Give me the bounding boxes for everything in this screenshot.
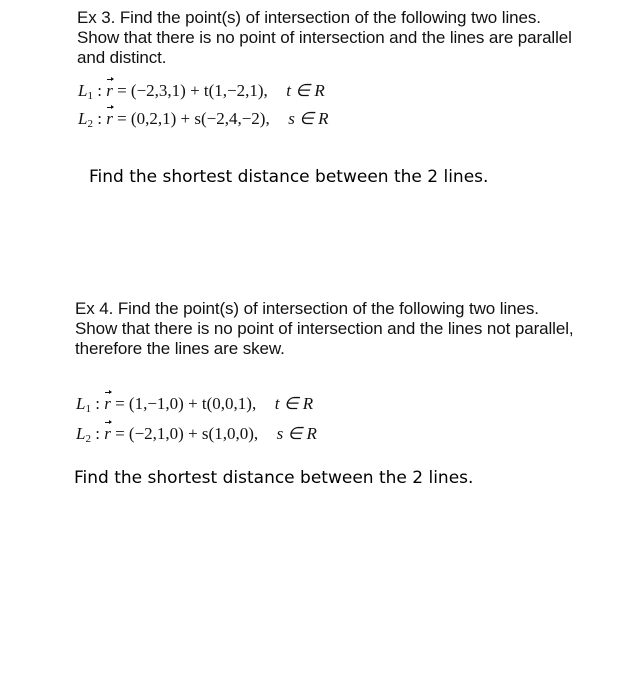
ex3-line1-subscript: 1 [87,90,93,102]
ex4-line2-equation [76,421,317,452]
ex3-prompt: Ex 3. Find the point(s) of intersection of the following two lines. Show that there is no point of intersection and the lines are parallel and distinct. [77,8,572,67]
ex3-line1-vector: r [106,78,113,104]
ex4-line1-colon: : [95,394,100,413]
ex3-line1-colon: : [97,81,102,100]
ex4-line2-subscript: 2 [85,433,91,445]
ex3-line2-expression: = (0,2,1) + s(−2,4,−2), [117,109,270,128]
ex4-line1-label: L [76,394,86,413]
ex3-line1-label: L [78,81,88,100]
ex3-task: Find the shortest distance between the 2 lines. [89,167,489,187]
ex4-line2-vector: r [104,421,111,447]
ex3-line2-parameter: s ∈ R [288,109,329,128]
ex3-line2-colon: : [97,109,102,128]
ex4-line1-equation [76,391,313,422]
ex3-line2-vector: r [106,106,113,132]
ex4-line2-expression: = (−2,1,0) + s(1,0,0), [115,424,259,443]
ex3-line1-parameter: t ∈ R [286,81,325,100]
ex3-line1-equation [78,78,325,109]
ex3-line1-expression: = (−2,3,1) + t(1,−2,1), [117,81,268,100]
ex3-line2-label: L [78,109,88,128]
ex4-line1-vector: r [104,391,111,417]
ex3-line2-subscript: 2 [87,118,93,130]
ex4-line2-parameter: s ∈ R [276,424,317,443]
ex4-line1-expression: = (1,−1,0) + t(0,0,1), [115,394,257,413]
ex4-line1-subscript: 1 [85,403,91,415]
ex4-prompt: Ex 4. Find the point(s) of intersection of the following two lines. Show that there is no point of intersection and the lines not parallel, therefore the lines are skew. [75,299,574,358]
ex4-line2-colon: : [95,424,100,443]
ex4-line1-parameter: t ∈ R [274,394,314,413]
ex3-line2-equation [78,106,329,137]
ex4-line2-label: L [76,424,86,443]
ex4-task: Find the shortest distance between the 2 lines. [74,468,474,488]
